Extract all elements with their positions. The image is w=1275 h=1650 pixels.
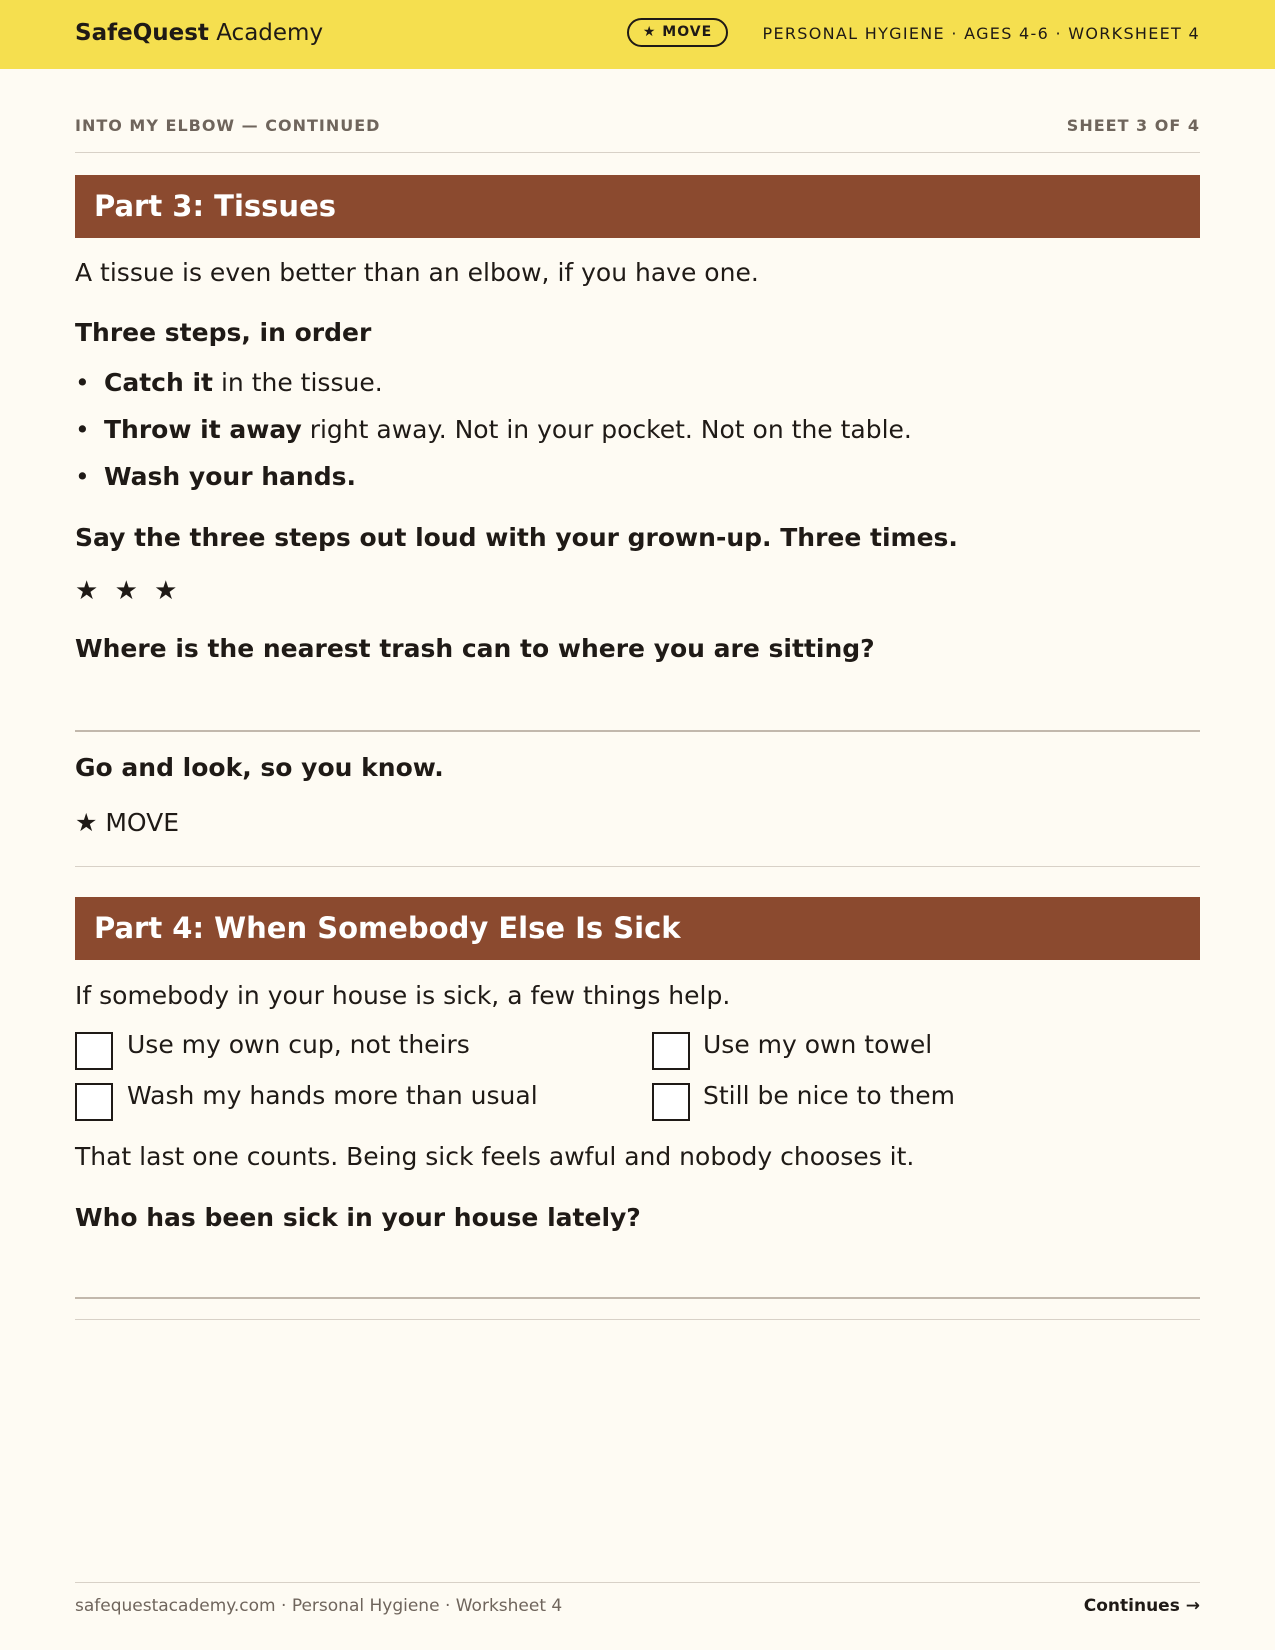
- footer-divider: [75, 1582, 1200, 1583]
- step-bold: Throw it away: [104, 415, 302, 444]
- trash-question: Where is the nearest trash can to where you are sitting?: [75, 634, 875, 663]
- move-badge: ★ MOVE: [627, 18, 728, 47]
- bullet-icon: •: [75, 415, 90, 444]
- sheet-number: SHEET 3 OF 4: [1066, 116, 1200, 135]
- footer-source: safequestacademy.com · Personal Hygiene · Worksheet 4: [75, 1596, 563, 1616]
- answer-line[interactable]: [75, 1297, 1200, 1299]
- checkbox[interactable]: [75, 1032, 113, 1070]
- top-banner: [0, 0, 1275, 69]
- checkbox[interactable]: [652, 1032, 690, 1070]
- part4-note: That last one counts. Being sick feels awful and nobody chooses it.: [75, 1142, 915, 1171]
- brand-name-bold: SafeQuest: [75, 20, 209, 46]
- continues-label: Continues →: [1083, 1596, 1200, 1616]
- step-item: [75, 415, 912, 444]
- move-label: ★ MOVE: [75, 808, 180, 837]
- steps-heading: Three steps, in order: [75, 318, 372, 347]
- go-look-prompt: Go and look, so you know.: [75, 753, 444, 782]
- step-bold: Catch it: [104, 368, 214, 397]
- say-prompt: Say the three steps out loud with your grown-up. Three times.: [75, 523, 958, 552]
- part3-heading: Part 3: Tissues: [75, 175, 1200, 238]
- part3-intro: A tissue is even better than an elbow, if you have one.: [75, 258, 759, 287]
- step-item: [75, 368, 383, 397]
- checkbox[interactable]: [652, 1083, 690, 1121]
- header-divider: [75, 152, 1200, 153]
- sick-question: Who has been sick in your house lately?: [75, 1203, 641, 1232]
- bullet-icon: •: [75, 462, 90, 491]
- step-bold: Wash your hands.: [104, 462, 356, 491]
- checklist-label: Use my own cup, not theirs: [127, 1030, 470, 1059]
- worksheet-meta: PERSONAL HYGIENE · AGES 4-6 · WORKSHEET 4: [762, 24, 1200, 43]
- section-divider: [75, 1319, 1200, 1320]
- star-tally: ★ ★ ★: [75, 576, 182, 606]
- part4-intro: If somebody in your house is sick, a few things help.: [75, 981, 731, 1010]
- bullet-icon: •: [75, 368, 90, 397]
- section-divider: [75, 866, 1200, 867]
- step-item: [75, 462, 356, 491]
- step-rest: in the tissue.: [213, 368, 383, 397]
- section-subtitle: INTO MY ELBOW — CONTINUED: [75, 116, 381, 135]
- brand-logo: [75, 20, 323, 46]
- checklist-label: Still be nice to them: [703, 1081, 955, 1110]
- step-rest: right away. Not in your pocket. Not on the table.: [301, 415, 912, 444]
- checklist-label: Wash my hands more than usual: [127, 1081, 538, 1110]
- answer-line[interactable]: [75, 730, 1200, 732]
- brand-name-rest: Academy: [208, 20, 324, 46]
- part4-heading: Part 4: When Somebody Else Is Sick: [75, 897, 1200, 960]
- checkbox[interactable]: [75, 1083, 113, 1121]
- checklist-label: Use my own towel: [703, 1030, 933, 1059]
